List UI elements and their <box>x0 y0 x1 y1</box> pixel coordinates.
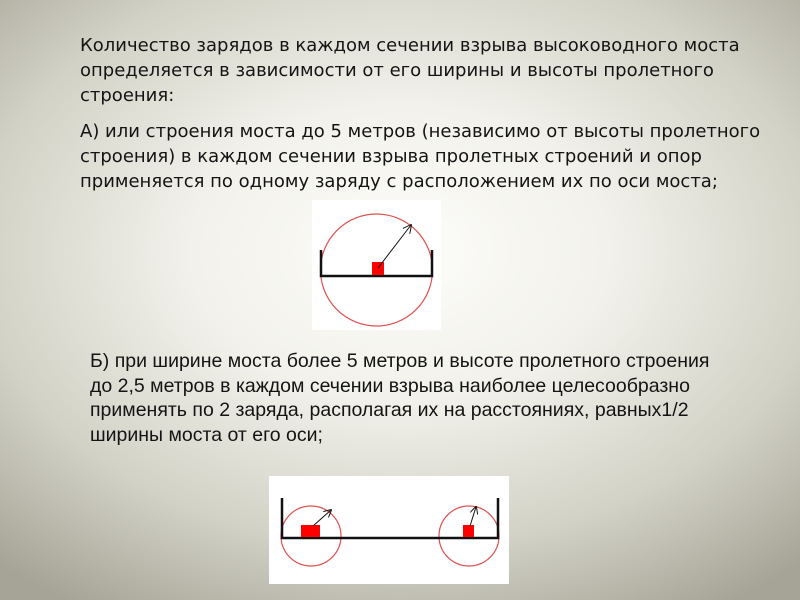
case-b-paragraph: Б) при ширине моста более 5 метров и высоте пролетного строения до 2,5 метров в каждом сечении взрыва наиболее целесообразно применять по 2 заряда, располагая их на расстояниях, равных1/2 ширины моста от его оси; <box>90 350 710 446</box>
double-charge-diagram <box>269 476 509 584</box>
radius-arrow <box>378 225 411 268</box>
left-radius-arrow <box>313 510 331 526</box>
single-charge-diagram <box>312 200 441 330</box>
charge-marker <box>372 262 384 275</box>
right-charge-marker <box>463 525 474 537</box>
left-charge-marker <box>301 525 320 537</box>
case-a-paragraph: А) или строения моста до 5 метров (независимо от высоты пролетного строения) в каждом сечении взрыва пролетных строений и опор применяется по одному заряду с расположением их по оси моста; <box>80 121 761 192</box>
right-radius-arrow <box>470 507 476 526</box>
intro-paragraph: Количество зарядов в каждом сечении взрыва высоководного моста определяется в зависимости от его ширины и высоты пролетного строения: <box>80 35 740 106</box>
